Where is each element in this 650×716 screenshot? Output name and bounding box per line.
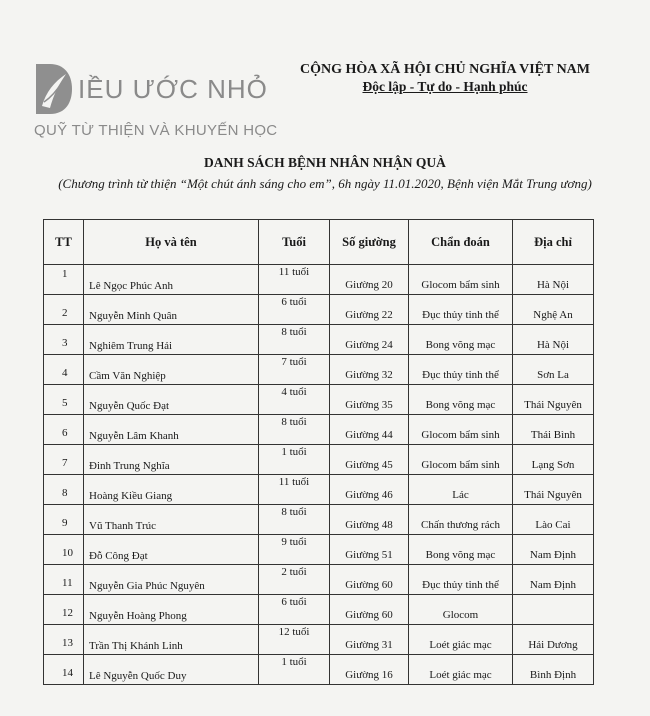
tt-cell-text: 3	[62, 337, 68, 349]
bed-cell	[330, 385, 409, 415]
age-cell-text: 9 tuổi	[281, 536, 307, 548]
age-cell	[259, 325, 330, 355]
bed-cell-text: Giường 22	[345, 309, 393, 321]
diagnosis-cell	[409, 385, 513, 415]
name-cell-text: Nguyễn Hoàng Phong	[89, 610, 187, 622]
address-cell-text: Thái Nguyên	[524, 399, 582, 411]
diagnosis-cell-text: Glocom bẩm sinh	[421, 279, 500, 291]
address-cell-text: Sơn La	[537, 369, 569, 381]
bed-cell	[330, 265, 409, 295]
bed-cell-text: Giường 51	[345, 549, 393, 561]
age-cell	[259, 385, 330, 415]
diagnosis-cell	[409, 415, 513, 445]
age-cell	[259, 535, 330, 565]
table-row	[44, 655, 594, 685]
tt-cell	[44, 355, 84, 385]
age-cell-text: 8 tuổi	[281, 416, 307, 428]
age-cell-text: 12 tuổi	[278, 626, 310, 638]
tt-cell-text: 2	[62, 307, 68, 319]
bed-cell-text: Giường 44	[345, 429, 393, 441]
tt-cell	[44, 565, 84, 595]
name-cell	[84, 325, 259, 355]
diagnosis-cell	[409, 565, 513, 595]
address-cell-text: Thái Nguyên	[524, 489, 582, 501]
diagnosis-cell-text: Bong võng mạc	[425, 549, 496, 561]
bed-cell	[330, 655, 409, 685]
nation-name: CỘNG HÒA XÃ HỘI CHỦ NGHĨA VIỆT NAM	[299, 62, 590, 77]
name-cell-text: Lê Ngọc Phúc Anh	[89, 280, 174, 292]
diagnosis-cell	[409, 595, 513, 625]
name-cell-text: Nguyễn Lâm Khanh	[89, 430, 179, 442]
tt-cell-text: 9	[62, 517, 68, 529]
tt-cell	[44, 625, 84, 655]
age-cell-text: 11 tuổi	[278, 476, 310, 488]
age-cell	[259, 265, 330, 295]
diagnosis-cell	[409, 625, 513, 655]
tt-cell-text: 5	[62, 397, 68, 409]
bed-cell-text: Giường 20	[345, 279, 393, 291]
age-cell	[259, 415, 330, 445]
national-header	[290, 62, 600, 95]
diagnosis-cell-text: Đục thủy tinh thể	[422, 309, 499, 321]
table-row	[44, 415, 594, 445]
diagnosis-cell	[409, 535, 513, 565]
name-cell-text: Hoàng Kiều Giang	[89, 490, 173, 502]
age-cell-text: 6 tuổi	[281, 596, 307, 608]
age-cell-text: 1 tuổi	[281, 446, 307, 458]
name-cell	[84, 655, 259, 685]
age-cell	[259, 505, 330, 535]
bed-cell-text: Giường 24	[345, 339, 393, 351]
tt-cell-text: 7	[62, 457, 68, 469]
address-cell	[513, 265, 594, 295]
table-row	[44, 595, 594, 625]
bed-cell-text: Giường 35	[345, 399, 393, 411]
address-cell	[513, 325, 594, 355]
diagnosis-cell	[409, 265, 513, 295]
address-cell	[513, 625, 594, 655]
col-header-age: Tuổi	[259, 220, 330, 265]
tt-cell	[44, 505, 84, 535]
bed-cell	[330, 475, 409, 505]
tt-cell-text: 14	[62, 667, 73, 679]
bed-cell-text: Giường 32	[345, 369, 393, 381]
diagnosis-cell-text: Lác	[452, 489, 469, 501]
table-row	[44, 265, 594, 295]
tt-cell-text: 6	[62, 427, 68, 439]
name-cell	[84, 415, 259, 445]
bed-cell	[330, 505, 409, 535]
age-cell-text: 7 tuổi	[281, 356, 307, 368]
table-row	[44, 295, 594, 325]
tt-cell	[44, 295, 84, 325]
age-cell	[259, 475, 330, 505]
name-cell-text: Nguyễn Minh Quân	[89, 310, 177, 322]
age-cell	[259, 655, 330, 685]
national-motto: Độc lập - Tự do - Hạnh phúc	[362, 79, 528, 94]
bed-cell	[330, 445, 409, 475]
age-cell	[259, 625, 330, 655]
table-row	[44, 445, 594, 475]
address-cell-text: Nam Định	[529, 549, 577, 561]
bed-cell-text: Giường 48	[345, 519, 393, 531]
tt-cell	[44, 535, 84, 565]
tt-cell	[44, 265, 84, 295]
age-cell-text: 6 tuổi	[281, 296, 307, 308]
age-cell	[259, 355, 330, 385]
name-cell	[84, 385, 259, 415]
bed-cell	[330, 535, 409, 565]
table-row	[44, 325, 594, 355]
tt-cell-text: 10	[62, 547, 73, 559]
diagnosis-cell-text: Glocom bẩm sinh	[421, 429, 500, 441]
address-cell	[513, 445, 594, 475]
age-cell	[259, 595, 330, 625]
tt-cell-text: 12	[62, 607, 73, 619]
table-header-row	[44, 220, 594, 265]
age-cell-text: 8 tuổi	[281, 326, 307, 338]
tt-cell	[44, 385, 84, 415]
address-cell	[513, 415, 594, 445]
address-cell-text: Hải Dương	[528, 639, 578, 651]
age-cell	[259, 445, 330, 475]
document-subtitle: (Chương trình từ thiện “Một chút ánh sáng cho em”, 6h ngày 11.01.2020, Bệnh viện Mắt Trung ương)	[58, 176, 592, 191]
table-row	[44, 385, 594, 415]
tt-cell	[44, 415, 84, 445]
table-row	[44, 475, 594, 505]
bed-cell-text: Giường 60	[345, 609, 393, 621]
age-cell-text: 1 tuổi	[281, 656, 307, 668]
tt-cell	[44, 475, 84, 505]
age-cell-text: 2 tuổi	[281, 566, 307, 578]
tt-cell	[44, 595, 84, 625]
tt-cell-text: 13	[62, 637, 73, 649]
address-cell-text: Lạng Sơn	[531, 459, 575, 471]
bed-cell-text: Giường 46	[345, 489, 393, 501]
col-header-diagnosis: Chẩn đoán	[409, 220, 513, 265]
diagnosis-cell-text: Bong võng mạc	[425, 339, 496, 351]
patient-table	[43, 219, 594, 685]
bed-cell	[330, 295, 409, 325]
diagnosis-cell	[409, 355, 513, 385]
name-cell-text: Nguyễn Quốc Đạt	[89, 400, 170, 412]
address-cell-text: Nam Định	[529, 579, 577, 591]
bed-cell-text: Giường 31	[345, 639, 393, 651]
address-cell	[513, 475, 594, 505]
diagnosis-cell	[409, 325, 513, 355]
bed-cell	[330, 415, 409, 445]
age-cell-text: 4 tuổi	[281, 386, 307, 398]
diagnosis-cell-text: Glocom bẩm sinh	[421, 459, 500, 471]
table-row	[44, 355, 594, 385]
name-cell	[84, 475, 259, 505]
address-cell	[513, 385, 594, 415]
address-cell-text: Hà Nội	[536, 339, 570, 351]
diagnosis-cell	[409, 475, 513, 505]
name-cell-text: Lê Nguyễn Quốc Duy	[89, 670, 187, 682]
address-cell	[513, 505, 594, 535]
name-cell-text: Trần Thị Khánh Linh	[89, 640, 183, 652]
address-cell	[513, 295, 594, 325]
address-cell-text: Thái Bình	[530, 429, 576, 441]
name-cell-text: Cầm Văn Nghiệp	[89, 370, 166, 382]
address-cell	[513, 655, 594, 685]
leaf-d-logo-icon	[32, 62, 74, 116]
diagnosis-cell	[409, 655, 513, 685]
name-cell	[84, 625, 259, 655]
name-cell	[84, 505, 259, 535]
tt-cell	[44, 325, 84, 355]
tt-cell-text: 8	[62, 487, 68, 499]
bed-cell-text: Giường 16	[345, 669, 393, 681]
diagnosis-cell-text: Đục thủy tinh thể	[422, 579, 499, 591]
table-row	[44, 625, 594, 655]
bed-cell-text: Giường 45	[345, 459, 393, 471]
table-row	[44, 535, 594, 565]
name-cell	[84, 535, 259, 565]
table-row	[44, 505, 594, 535]
age-cell-text: 11 tuổi	[278, 266, 310, 278]
col-header-tt: TT	[44, 220, 84, 265]
bed-cell-text: Giường 60	[345, 579, 393, 591]
address-cell-text: Nghệ An	[533, 309, 573, 321]
age-cell-text: 8 tuổi	[281, 506, 307, 518]
address-cell	[513, 535, 594, 565]
name-cell-text: Đỗ Công Đạt	[89, 550, 148, 562]
document-title: DANH SÁCH BỆNH NHÂN NHẬN QUÀ	[204, 155, 446, 170]
tt-cell-text: 11	[62, 577, 73, 589]
logo-tagline: QUỸ TỪ THIỆN VÀ KHUYẾN HỌC	[34, 122, 278, 139]
address-cell-text: Hà Nội	[536, 279, 570, 291]
address-cell	[513, 595, 594, 625]
address-cell-text: Lào Cai	[535, 519, 571, 531]
bed-cell	[330, 565, 409, 595]
bed-cell	[330, 355, 409, 385]
diagnosis-cell-text: Bong võng mạc	[425, 399, 496, 411]
age-cell	[259, 295, 330, 325]
bed-cell	[330, 595, 409, 625]
diagnosis-cell	[409, 445, 513, 475]
name-cell	[84, 565, 259, 595]
diagnosis-cell-text: Loét giác mạc	[429, 639, 492, 651]
name-cell	[84, 445, 259, 475]
diagnosis-cell-text: Loét giác mạc	[429, 669, 492, 681]
tt-cell	[44, 655, 84, 685]
age-cell	[259, 565, 330, 595]
col-header-name: Họ và tên	[84, 220, 259, 265]
name-cell-text: Vũ Thanh Trúc	[89, 520, 157, 532]
name-cell	[84, 295, 259, 325]
name-cell	[84, 595, 259, 625]
tt-cell-text: 4	[62, 367, 68, 379]
name-cell-text: Nguyễn Gia Phúc Nguyên	[89, 580, 205, 592]
bed-cell	[330, 625, 409, 655]
name-cell-text: Đinh Trung Nghĩa	[89, 460, 170, 472]
diagnosis-cell-text: Chấn thương rách	[421, 519, 500, 531]
diagnosis-cell-text: Glocom	[442, 609, 479, 621]
tt-cell-text: 1	[62, 268, 68, 280]
address-cell-text: Bình Định	[529, 669, 577, 681]
address-cell	[513, 355, 594, 385]
diagnosis-cell	[409, 505, 513, 535]
name-cell	[84, 265, 259, 295]
name-cell-text: Nghiêm Trung Hải	[89, 340, 173, 352]
address-cell	[513, 565, 594, 595]
col-header-address: Địa chỉ	[513, 220, 594, 265]
table-row	[44, 565, 594, 595]
tt-cell	[44, 445, 84, 475]
logo-name: IỀU ƯỚC NHỎ	[78, 74, 268, 104]
diagnosis-cell	[409, 295, 513, 325]
diagnosis-cell-text: Đục thủy tinh thể	[422, 369, 499, 381]
organization-logo	[32, 60, 278, 145]
name-cell	[84, 355, 259, 385]
col-header-bed: Số giường	[330, 220, 409, 265]
bed-cell	[330, 325, 409, 355]
